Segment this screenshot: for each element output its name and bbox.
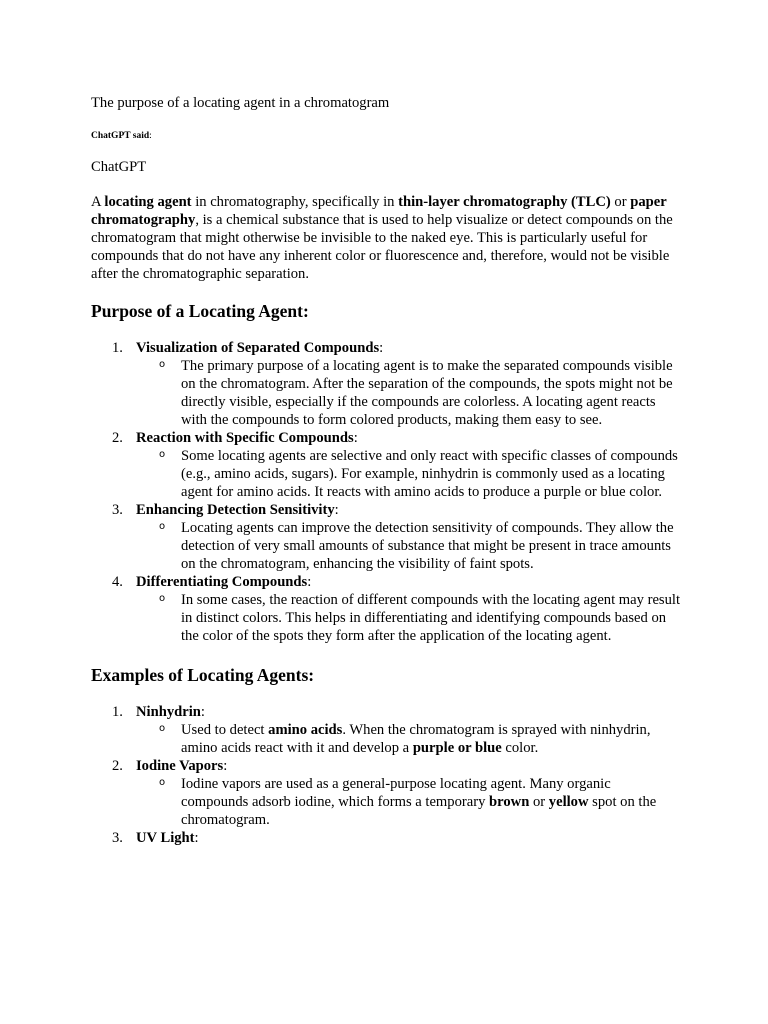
list-item: [91, 429, 681, 501]
sub-list-item: [136, 775, 681, 829]
text-run: or: [610, 194, 631, 210]
text-run: in chromatography, specifically in: [191, 194, 399, 210]
bold-run: yellow: [548, 794, 589, 810]
text-run: . When the chromatogram is sprayed with ninhydrin, amino acids react with it and develop a: [181, 722, 651, 756]
sections-container: [91, 300, 681, 847]
item-title: Enhancing Detection Sensitivity: [136, 502, 335, 518]
numbered-list: [91, 703, 681, 847]
text-run: spot on the chromatogram.: [181, 794, 657, 828]
text-run: , is a chemical substance that is used to help visualize or detect compounds on the chromatogram that might otherwise be invisible to the naked eye. This is particularly useful for compounds that do not have any inherent color or fluorescence and, therefore, would not be visible after the chromatographic separation.: [91, 212, 673, 282]
list-number: 1.: [112, 704, 123, 720]
text-run: Some locating agents are selective and only react with specific classes of compounds (e.g., amino acids, sugars). For example, ninhydrin is commonly used as a locating agent for amino acids. It reacts with amino acids to produce a purple or blue color.: [181, 448, 678, 500]
text-run: In some cases, the reaction of different compounds with the locating agent may result in distinct colors. This helps in differentiating and identifying compounds based on the color of the spots they form after the application of the locating agent.: [181, 592, 681, 644]
sub-list: [136, 357, 681, 429]
text-run: A: [91, 194, 105, 210]
item-title: Differentiating Compounds: [136, 574, 308, 590]
sub-bullet: o: [159, 359, 166, 370]
sub-list-item: [136, 591, 681, 645]
text-run: Used to detect: [181, 722, 269, 738]
item-colon: :: [194, 830, 199, 846]
text-run: color.: [501, 740, 539, 756]
item-title: Iodine Vapors: [136, 758, 224, 774]
sub-list-item: [136, 519, 681, 573]
section-heading: Examples of Locating Agents:: [91, 665, 315, 685]
text-run: Locating agents can improve the detection sensitivity of compounds. They allow the detection of very small amounts of substance that might be present in trace amounts on the chromatogram, enhancing the visibility of faint spots.: [181, 520, 674, 572]
list-item: [91, 573, 681, 645]
document-page: [91, 94, 681, 866]
list-number: 3.: [112, 502, 123, 518]
list-number: 4.: [112, 574, 123, 590]
bold-run: locating agent: [104, 194, 192, 210]
list-item: [91, 339, 681, 429]
text-run: or: [529, 794, 549, 810]
said-label-colon: :: [149, 131, 152, 141]
section-heading: Purpose of a Locating Agent:: [91, 301, 309, 321]
item-colon: :: [353, 430, 358, 446]
sub-list-item: [136, 721, 681, 757]
user-query: The purpose of a locating agent in a chromatogram: [91, 95, 390, 111]
item-colon: :: [200, 704, 205, 720]
item-title: Visualization of Separated Compounds: [136, 340, 380, 356]
item-colon: :: [307, 574, 312, 590]
list-number: 1.: [112, 340, 123, 356]
text-run: Iodine vapors are used as a general-purpose locating agent. Many organic compounds adsorb iodine, which forms a temporary: [181, 776, 611, 810]
author-name: ChatGPT: [91, 159, 147, 175]
sub-list-item: [136, 447, 681, 501]
list-item: [91, 501, 681, 573]
bold-run: paper chromatography: [91, 194, 667, 228]
sub-list: [136, 519, 681, 573]
said-label: [91, 130, 681, 142]
item-title: UV Light: [136, 830, 195, 846]
list-item: [91, 757, 681, 829]
sub-list: [136, 775, 681, 829]
list-number: 2.: [112, 758, 123, 774]
bold-run: brown: [489, 794, 530, 810]
list-item: [91, 703, 681, 757]
item-colon: :: [223, 758, 228, 774]
sub-list-item: [136, 357, 681, 429]
list-number: 3.: [112, 830, 123, 846]
item-colon: :: [334, 502, 339, 518]
said-label-text: ChatGPT said: [91, 131, 150, 141]
item-title: Ninhydrin: [136, 704, 201, 720]
item-colon: :: [379, 340, 384, 356]
list-number: 2.: [112, 430, 123, 446]
sub-bullet: o: [159, 449, 166, 460]
bold-run: amino acids: [268, 722, 343, 738]
text-run: The primary purpose of a locating agent is to make the separated compounds visible on the chromatogram. After the separation of the compounds, the spots might not be directly visible, especially if the compounds are colorless. A locating agent reacts with the compounds to form colored products, making them easy to see.: [181, 358, 673, 428]
sub-list: [136, 591, 681, 645]
sub-bullet: o: [159, 723, 166, 734]
bold-run: purple or blue: [412, 740, 502, 756]
list-item: [91, 829, 681, 847]
intro-paragraph: [91, 193, 681, 283]
bold-run: thin-layer chromatography (TLC): [398, 194, 611, 210]
sub-bullet: o: [159, 521, 166, 532]
sub-bullet: o: [159, 593, 166, 604]
numbered-list: [91, 339, 681, 645]
item-title: Reaction with Specific Compounds: [136, 430, 354, 446]
sub-bullet: o: [159, 777, 166, 788]
sub-list: [136, 447, 681, 501]
sub-list: [136, 721, 681, 757]
